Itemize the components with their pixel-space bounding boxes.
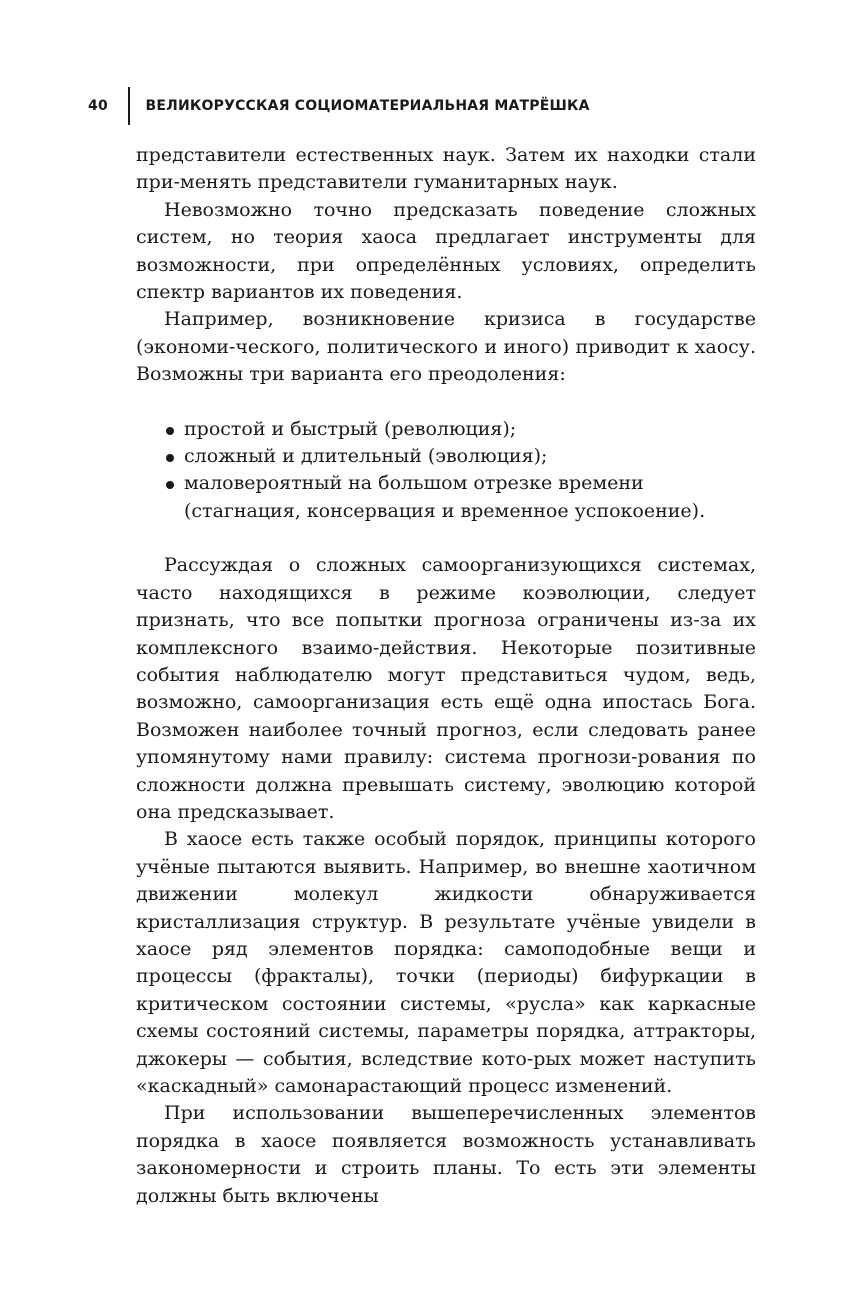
paragraph: Например, возникновение кризиса в государстве (экономи-ческого, политического и иного) приводит к хаосу. Возможны три варианта его преодоления: — [136, 308, 756, 386]
page-header — [88, 86, 590, 126]
paragraph: Невозможно точно предсказать поведение сложных систем, но теория хаоса предлагает инструменты для возможности, при определённых условиях, определить спектр вариантов их поведения. — [136, 198, 756, 304]
bullet-list — [136, 416, 756, 526]
paragraph: Рассуждая о сложных самоорганизующихся системах, часто находящихся в режиме коэволюции, следует признать, что все попытки прогноза ограничены из-за их комплексного взаимо-действия. Некоторые позитивные события наблюдателю могут представиться чудом, ведь, возможно, самоорганизация есть ещё одна ипостась Бога. Возможен наиболее точный прогноз, если следовать ранее упомянутому нами правилу: система прогнози-рования по сложности должна превышать систему, эволюцию которой она предсказывает. — [136, 554, 756, 823]
paragraph: При использовании вышеперечисленных элементов порядка в хаосе появляется возможность устанавливать закономерности и строить планы. То есть эти элементы должны быть включены — [136, 1102, 756, 1207]
running-title: ВЕЛИКОРУССКАЯ СОЦИОМАТЕРИАЛЬНАЯ МАТРЁШКА — [145, 98, 590, 114]
bullet-icon — [166, 427, 174, 435]
bullet-item — [136, 443, 756, 470]
bullet-text: сложный и длительный (эволюция); — [184, 445, 548, 468]
body-text — [136, 142, 756, 1210]
bullet-item — [136, 416, 756, 443]
bullet-icon — [166, 454, 174, 462]
paragraph: В хаосе есть также особый порядок, принципы которого учёные пытаются выявить. Например, во внешне хаотичном движении молекул жидкости обнаруживается кристаллизация структур. В результате учёные увидели в хаосе ряд элементов порядка: самоподобные вещи и процессы (фракталы), точки (периоды) бифуркации в критическом состоянии системы, «русла» как каркасные схемы состояний системы, параметры порядка, аттракторы, джокеры — события, вследствие кото-рых может наступить «каскадный» самонарастающий процесс изменений. — [136, 828, 756, 1097]
bullet-text: маловероятный на большом отрезке времени (стагнация, консервация и временное успокоение). — [184, 472, 706, 522]
paragraph: представители естественных наук. Затем их находки стали при-менять представители гуманитарных наук. — [136, 144, 756, 194]
bullet-item — [136, 470, 756, 525]
bullet-icon — [166, 481, 174, 489]
bullet-text: простой и быстрый (революция); — [184, 417, 517, 440]
header-divider — [128, 87, 130, 125]
page-number: 40 — [88, 98, 108, 114]
